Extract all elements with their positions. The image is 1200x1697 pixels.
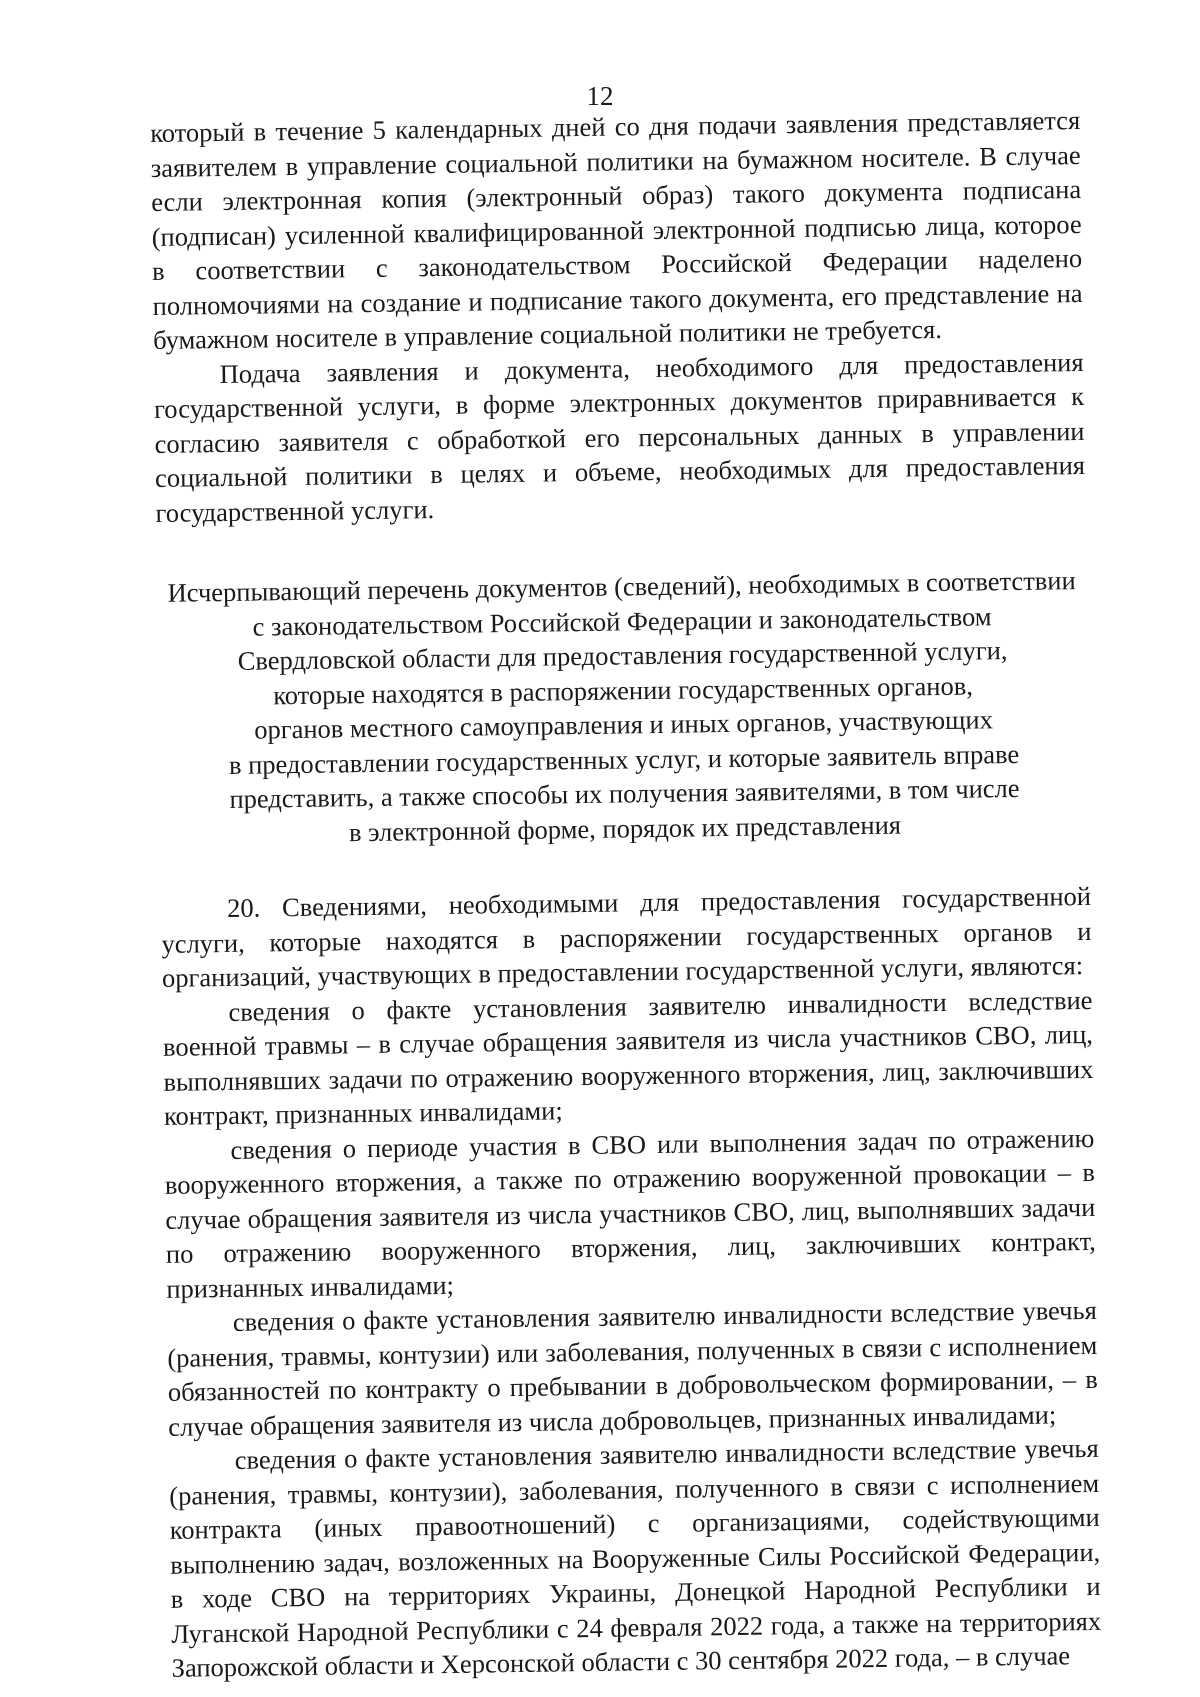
page-number: 12 <box>586 81 614 111</box>
heading-line: в предоставлении государственных услуг, и которые заявитель вправе <box>228 738 1020 780</box>
paragraph-military-trauma: сведения о факте установления заявителю инвалидности вследствие военной травмы – в случае обращения заявителя из числа участников СВО, лиц, выполнявших задачи по отражению вооруженного вторжения, лиц, заключивших контракт, признанных инвалидами; <box>162 984 1094 1131</box>
paragraph-volunteer-disability: сведения о факте установления заявителю инвалидности вследствие увечья (ранения, травмы, контузии) или заболевания, полученных в связи с исполнением обязанностей по контракту о пребывании в добровольческом формировании, – в случае обращения заявителя из числа добровольцев, признанных инвалидами; <box>167 1294 1098 1442</box>
heading-line: Свердловской области для предоставления государственной услуги, <box>237 635 1008 676</box>
heading-line: представить, а также способы их получения заявителями, в том числе <box>229 772 1020 814</box>
paragraph-consent: Подача заявления и документа, необходимого для предоставления государственной услуги, в форме электронных документов приравнивается к согласию заявителя с обработкой его персональных данных в управлении социальной политики в целях и объеме, необходимых для предоставления государственной услуги. <box>153 346 1086 528</box>
paragraph-item-20: 20. Сведениями, необходимыми для предоставления государственной услуги, которые находятся в распоряжении государственных органов и организаций, участвующих в предоставлении государственной услуги, являются: <box>161 880 1092 993</box>
section-heading <box>156 563 1090 852</box>
heading-line: с законодательством Российской Федерации и законодательством <box>252 600 992 642</box>
document-body <box>150 103 1102 1685</box>
heading-line: Исчерпывающий перечень документов (сведений), необходимых в соответствии <box>167 565 1076 608</box>
paragraph-svo-period: сведения о периоде участия в СВО или выполнения задач по отражению вооруженного вторжения, а также по отражению вооруженной провокации – в случае обращения заявителя из числа участников СВО, лиц, выполнявших задачи по отражению вооруженного вторжения, лиц, заключивших контракт, признанных инвалидами; <box>164 1122 1097 1304</box>
paragraph-continuation: который в течение 5 календарных дней со дня подачи заявления представляется заявителем в управление социальной политики на бумажном носителе. В случае если электронная копия (электронный образ) такого документа подписана (подписан) усиленной квалифицированной электронной подписью лица, которое в соответствии с законодательством Российской Федерации наделено полномочиями на создание и подписание такого документа, его представление на бумажном носителе в управление социальной политики не требуется. <box>150 105 1083 355</box>
paragraph-contract-disability: сведения о факте установления заявителю инвалидности вследствие увечья (ранения, травмы, контузии), заболевания, полученного в связи с исполнением контракта (иных правоотношений) с организациями, содействующими выполнению задач, возложенных на Вооруженные Силы Российской Федерации, в ходе СВО на территориях Украины, Донецкой Народной Республики и Луганской Народной Республики с 24 февраля 2022 года, а также на территориях Запорожской области и Херсонской области с 30 сентября 2022 года, – в случае <box>169 1432 1102 1683</box>
heading-line: которые находятся в распоряжении государственных органов, <box>273 670 974 710</box>
heading-line: в электронной форме, порядок их представления <box>348 809 902 847</box>
heading-line: органов местного самоуправления и иных органов, участвующих <box>253 704 994 745</box>
